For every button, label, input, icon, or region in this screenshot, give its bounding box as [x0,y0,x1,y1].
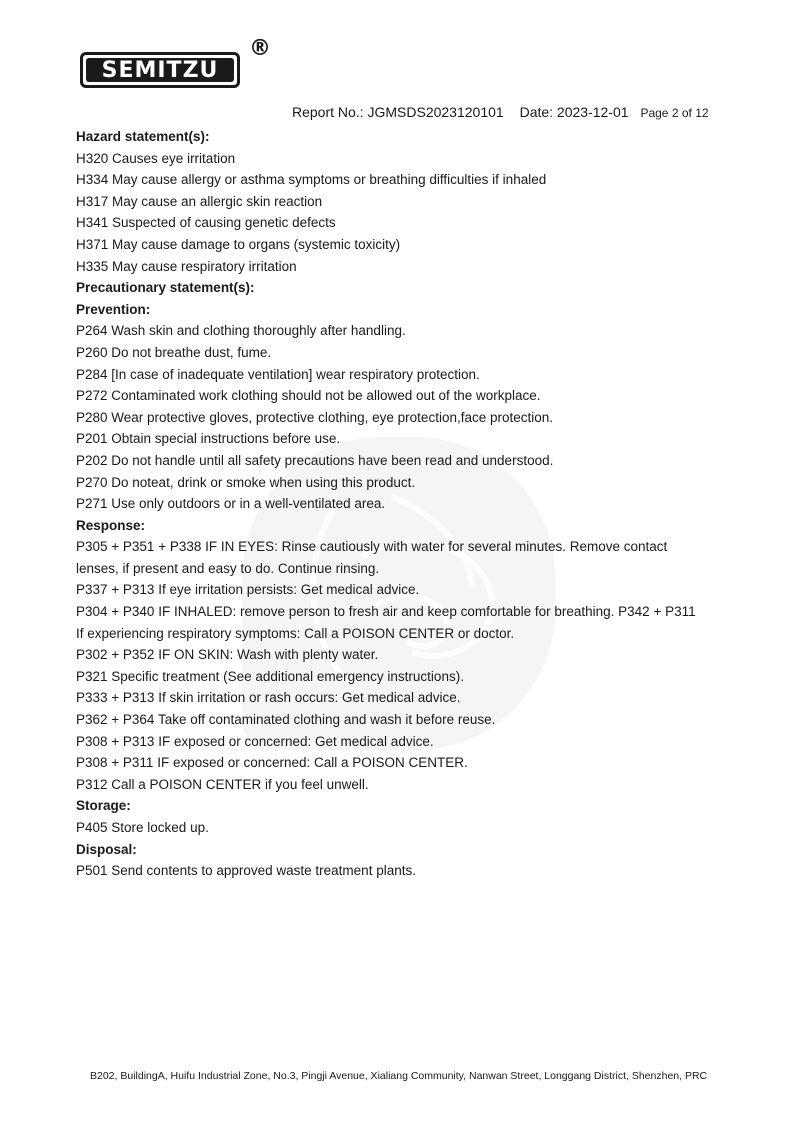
prevention-statement: P201 Obtain special instructions before use. [76,431,341,447]
storage-heading: Storage: [76,798,131,814]
prevention-statement: P280 Wear protective gloves, protective clothing, eye protection,face protection. [76,409,554,425]
precautionary-heading: Precautionary statement(s): [76,280,255,296]
disposal-heading: Disposal: [76,841,137,857]
response-statement: P308 + P313 IF exposed or concerned: Get medical advice. [76,733,434,749]
response-statement: P337 + P313 If eye irritation persists: Get medical advice. [76,582,420,598]
footer-address: B202, BuildingA, Huifu Industrial Zone, No.3, Pingji Avenue, Xialiang Community, Nanwan Street, Longgang District, Shenzhen, PRC [90,1070,708,1082]
response-statement: P312 Call a POISON CENTER if you feel unwell. [76,776,369,792]
hazard-statement: H371 May cause damage to organs (systemic toxicity) [76,236,401,252]
page-of: of [681,106,692,120]
hazard-statement: H341 Suspected of causing genetic defects [76,215,336,231]
hazard-heading: Hazard statement(s): [76,129,210,144]
response-statement: P302 + P352 IF ON SKIN: Wash with plenty water. [76,647,379,663]
response-statement: P333 + P313 If skin irritation or rash occurs: Get medical advice. [76,690,461,706]
page-indicator [640,106,708,120]
prevention-statement: P260 Do not breathe dust, fume. [76,344,272,360]
prevention-statement: P272 Contaminated work clothing should not be allowed out of the workplace. [76,388,541,404]
document-body [76,126,716,882]
page-total: 12 [695,106,709,120]
prevention-statement: P271 Use only outdoors or in a well-ventilated area. [76,496,386,512]
response-heading: Response: [76,517,146,533]
hazard-statement: H320 Causes eye irritation [76,150,236,166]
hazard-statement: H334 May cause allergy or asthma symptoms or breathing difficulties if inhaled [76,172,547,188]
response-statement: P308 + P311 IF exposed or concerned: Call a POISON CENTER. [76,755,468,771]
registered-mark: ® [249,36,271,61]
prevention-statement: P264 Wash skin and clothing thoroughly after handling. [76,323,406,339]
response-statement: P305 + P351 + P338 IF IN EYES: Rinse cautiously with water for several minutes. Remove contact lenses, if present and easy to do. Continue rinsing. [76,539,668,576]
logo-text: SEMITZU [101,57,219,83]
prevention-statement: P202 Do not handle until all safety precautions have been read and understood. [76,452,554,468]
response-statement: P321 Specific treatment (See additional emergency instructions). [76,668,464,684]
page-label: Page [640,106,669,120]
prevention-heading: Prevention: [76,301,151,317]
prevention-statement: P270 Do noteat, drink or smoke when using this product. [76,474,416,490]
report-date: Date: 2023-12-01 [519,104,629,120]
hazard-statement: H317 May cause an allergic skin reaction [76,193,323,209]
page-current: 2 [671,106,679,120]
storage-statement: P405 Store locked up. [76,820,209,835]
response-statement: P362 + P364 Take off contaminated clothing and wash it before reuse. [76,712,496,728]
disposal-statement: P501 Send contents to approved waste treatment plants. [76,863,416,879]
hazard-statement: H335 May cause respiratory irritation [76,258,297,274]
company-logo [80,52,240,88]
response-statement: P304 + P340 IF INHALED: remove person to fresh air and keep comfortable for breathing. P342 + P311 If experiencing respiratory symptoms: Call a POISON CENTER or doctor. [76,604,696,641]
report-number: Report No.: JGMSDS2023120101 [292,104,504,120]
prevention-statement: P284 [In case of inadequate ventilation] wear respiratory protection. [76,366,480,382]
report-header-line [292,104,709,120]
